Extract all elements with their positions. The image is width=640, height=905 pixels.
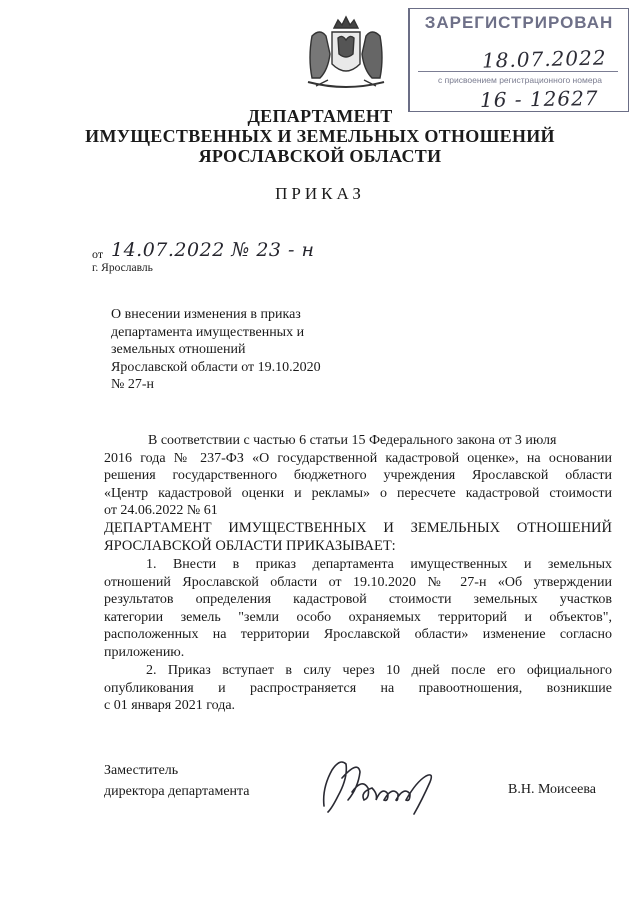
order-item-2 bbox=[104, 662, 612, 715]
order-item-1 bbox=[104, 556, 612, 661]
preamble-line: решения государственного бюджетного учреждения Ярославской области bbox=[104, 468, 612, 483]
signatory-title-line: директора департамента bbox=[104, 784, 250, 799]
preamble-paragraph bbox=[104, 432, 612, 520]
directive-line: ДЕПАРТАМЕНТ ИМУЩЕСТВЕННЫХ И ЗЕМЕЛЬНЫХ ОТНОШЕНИЙ bbox=[104, 520, 612, 536]
order-date-number: 14.07.2022 № 23 - н bbox=[111, 239, 315, 261]
item-line: 2. Приказ вступает в силу через 10 дней после его официального bbox=[146, 663, 612, 678]
department-title-line2: ИМУЩЕСТВЕННЫХ И ЗЕМЕЛЬНЫХ ОТНОШЕНИЙ bbox=[85, 126, 555, 146]
subject-line: департамента имущественных и bbox=[111, 324, 305, 340]
subject-line: О внесении изменения в приказ bbox=[111, 307, 301, 322]
stamp-registration-number: 16 - 12627 bbox=[479, 85, 599, 113]
department-title-line1: ДЕПАРТАМЕНТ bbox=[247, 106, 393, 126]
item-line: расположенных на территории Ярославской области» изменение согласно bbox=[104, 627, 612, 642]
item-line: приложению. bbox=[104, 644, 185, 660]
subject-line: Ярославской области от 19.10.2020 bbox=[111, 359, 321, 375]
item-line: опубликования и распространяется на правоотношения, возникшие bbox=[104, 680, 612, 696]
subject-line: земельных отношений bbox=[111, 342, 246, 357]
department-title-line3: ЯРОСЛАВСКОЙ ОБЛАСТИ bbox=[198, 146, 442, 166]
stamp-caption: с присвоением регистрационного номера bbox=[438, 75, 602, 85]
preamble-line: В соответствии с частью 6 статьи 15 Федерального закона от 3 июля bbox=[148, 433, 557, 448]
preamble-line: «Центр кадастровой оценки и рекламы» о пересчете кадастровой стоимости bbox=[104, 485, 612, 501]
signatory-title-line: Заместитель bbox=[104, 763, 179, 778]
handwritten-signature bbox=[318, 748, 448, 820]
order-heading: ПРИКАЗ bbox=[275, 184, 365, 203]
subject-line: № 27-н bbox=[111, 377, 155, 392]
registration-stamp bbox=[408, 8, 629, 112]
stamp-title: ЗАРЕГИСТРИРОВАН bbox=[424, 13, 614, 32]
order-city: г. Ярославль bbox=[92, 262, 153, 274]
coat-of-arms-emblem bbox=[298, 14, 394, 96]
directive-paragraph bbox=[104, 520, 612, 555]
signatory-name: В.Н. Моисеева bbox=[508, 782, 596, 797]
order-from-label: от bbox=[92, 247, 104, 261]
preamble-line: от 24.06.2022 № 61 bbox=[104, 503, 218, 518]
item-line: отношений Ярославской области от 19.10.2020 № 27-н «Об утверждении bbox=[104, 574, 612, 590]
stamp-date-line bbox=[418, 71, 618, 72]
preamble-line: 2016 года № 237-ФЗ «О государственной кадастровой оценке», на основании bbox=[104, 450, 612, 466]
item-line: результатов определения кадастровой стоимости земельных участков bbox=[104, 592, 612, 607]
item-line: 1. Внести в приказ департамента имущественных и земельных bbox=[146, 557, 612, 572]
item-line: категории земель "земли особо охраняемых территорий и объектов", bbox=[104, 609, 612, 625]
directive-line: ЯРОСЛАВСКОЙ ОБЛАСТИ ПРИКАЗЫВАЕТ: bbox=[104, 537, 396, 554]
signatory-title bbox=[104, 760, 250, 802]
stamp-registration-date: 18.07.2022 bbox=[481, 45, 607, 73]
item-line: с 01 января 2021 года. bbox=[104, 698, 236, 713]
order-subject bbox=[111, 306, 361, 394]
